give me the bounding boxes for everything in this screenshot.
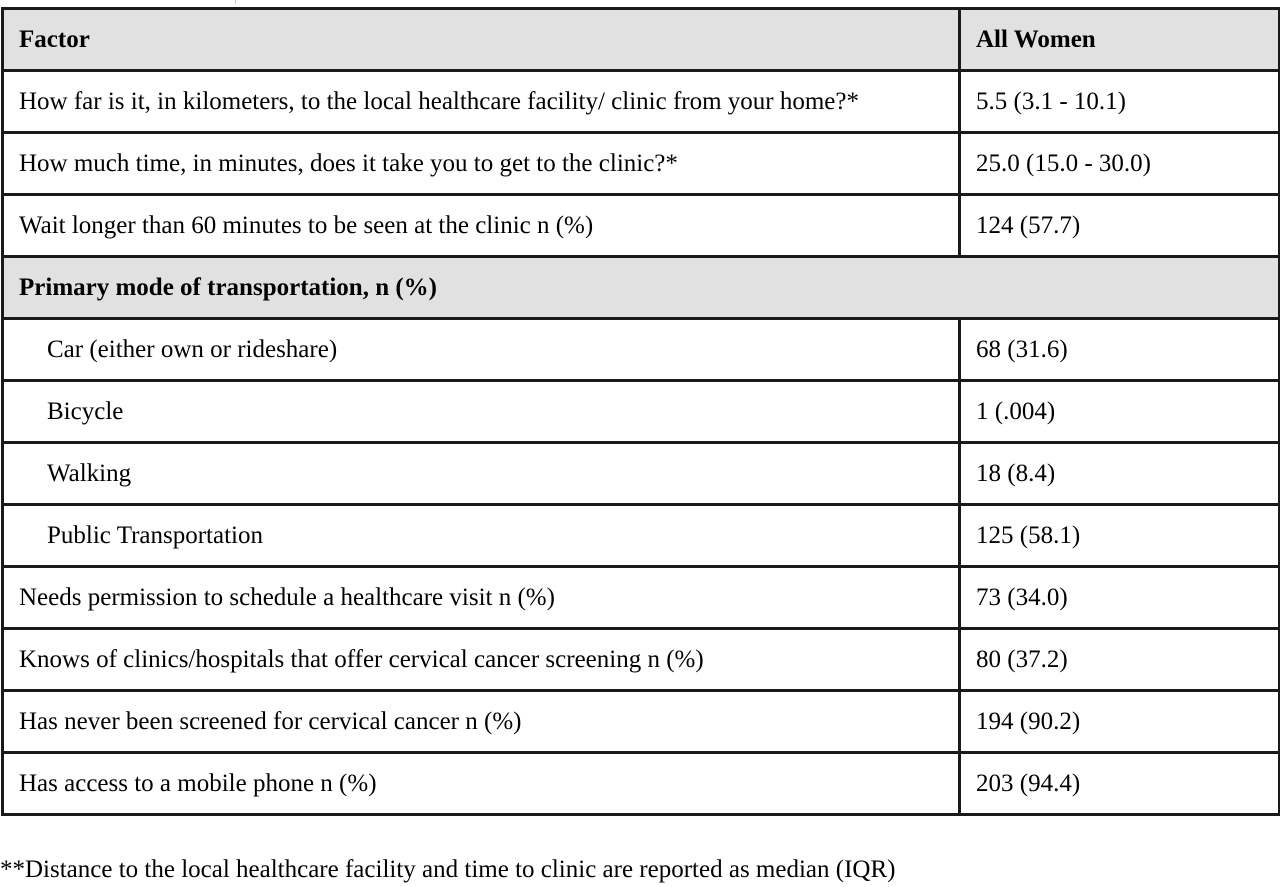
row-factor: Walking <box>3 443 960 505</box>
top-edge-tick <box>235 0 236 4</box>
row-value: 124 (57.7) <box>960 195 1280 257</box>
row-factor: Has never been screened for cervical cancer n (%) <box>3 691 960 753</box>
transportation-access-table <box>1 7 1280 816</box>
table-row <box>3 133 1280 195</box>
section-header-row <box>3 257 1280 319</box>
table-row <box>3 753 1280 815</box>
table-row <box>3 195 1280 257</box>
row-factor: Wait longer than 60 minutes to be seen at the clinic n (%) <box>3 195 960 257</box>
table-row <box>3 71 1280 133</box>
top-strip <box>0 0 1280 7</box>
row-value: 80 (37.2) <box>960 629 1280 691</box>
table-row <box>3 443 1280 505</box>
table-row <box>3 319 1280 381</box>
section-header-transportation: Primary mode of transportation, n (%) <box>3 257 1280 319</box>
table-header-row <box>3 9 1280 71</box>
row-factor: Knows of clinics/hospitals that offer cervical cancer screening n (%) <box>3 629 960 691</box>
row-value: 5.5 (3.1 - 10.1) <box>960 71 1280 133</box>
row-factor: Has access to a mobile phone n (%) <box>3 753 960 815</box>
table-row <box>3 691 1280 753</box>
row-factor: Bicycle <box>3 381 960 443</box>
row-factor: Public Transportation <box>3 505 960 567</box>
row-value: 203 (94.4) <box>960 753 1280 815</box>
row-value: 73 (34.0) <box>960 567 1280 629</box>
row-factor: How much time, in minutes, does it take you to get to the clinic?* <box>3 133 960 195</box>
row-factor: Needs permission to schedule a healthcare visit n (%) <box>3 567 960 629</box>
table-footnote: **Distance to the local healthcare facility and time to clinic are reported as median (IQR) <box>0 856 896 883</box>
row-value: 18 (8.4) <box>960 443 1280 505</box>
row-value: 68 (31.6) <box>960 319 1280 381</box>
row-value: 1 (.004) <box>960 381 1280 443</box>
column-header-factor: Factor <box>3 9 960 71</box>
table-row <box>3 629 1280 691</box>
row-value: 194 (90.2) <box>960 691 1280 753</box>
table-row <box>3 381 1280 443</box>
column-header-all-women: All Women <box>960 9 1280 71</box>
row-value: 25.0 (15.0 - 30.0) <box>960 133 1280 195</box>
row-factor: Car (either own or rideshare) <box>3 319 960 381</box>
row-value: 125 (58.1) <box>960 505 1280 567</box>
table-row <box>3 567 1280 629</box>
table-row <box>3 505 1280 567</box>
row-factor: How far is it, in kilometers, to the local healthcare facility/ clinic from your home?* <box>3 71 960 133</box>
